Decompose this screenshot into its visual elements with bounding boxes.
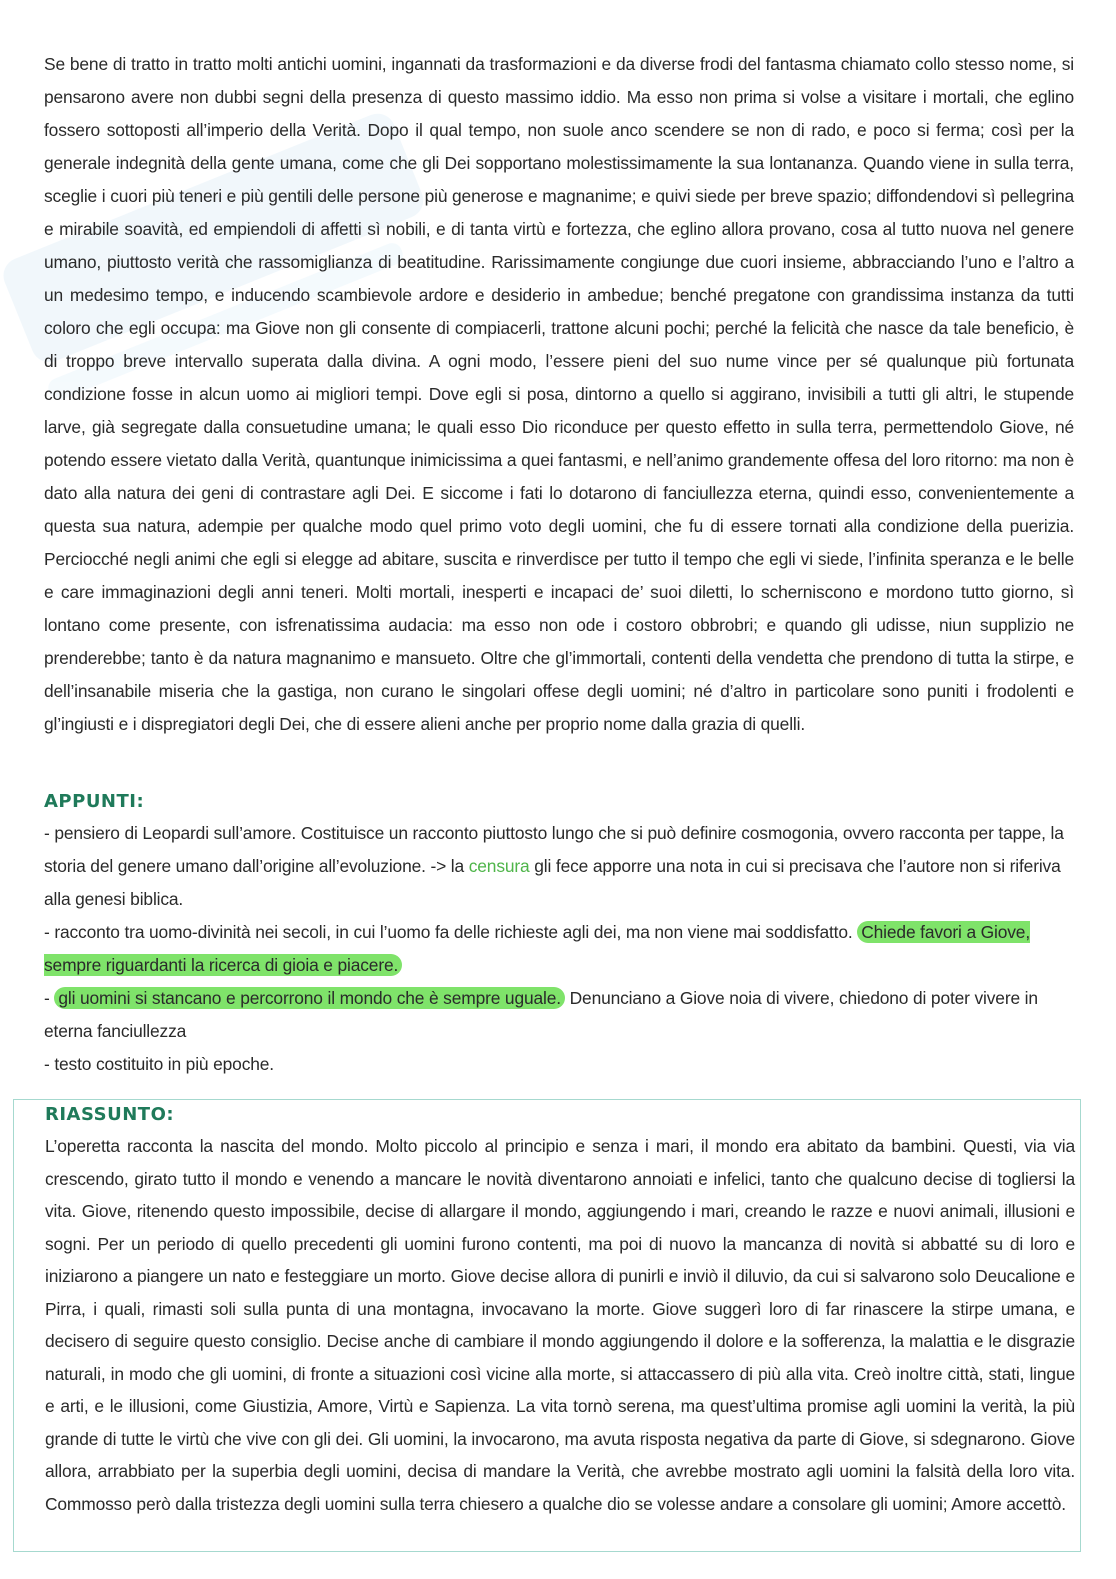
notes-title: APPUNTI: (44, 791, 145, 812)
note-text: gli fece apporre una nota in cui si precisava che l’autore non si riferiva alla genesi biblica. (44, 856, 1061, 909)
note-text: - racconto tra uomo-divinità nei secoli, in cui l’uomo fa delle richieste agli dei, ma non viene mai soddisfatto. (44, 922, 853, 942)
highlighted-text: Chiede favori a Giove, sempre riguardanti la ricerca di gioia e piacere. (44, 922, 1031, 975)
note-text: - (44, 988, 50, 1008)
main-text: Se bene di tratto in tratto molti antichi uomini, ingannati da trasformazioni e da diverse frodi del fantasma chiamato collo stesso nome, si pensarono avere non dubbi segni della presenza di questo massimo iddio. Ma esso non prima si volse a visitare i mortali, che eglino fossero sottoposti all’imperio della Verità. Dopo il qual tempo, non suole anco scendere se non di rado, e poco si ferma; così per la generale indegnità della gente umana, come che gli Dei sopportano molestissimamente la sua lontananza. Quando viene in sulla terra, sceglie i cuori più teneri e più gentili delle persone più generose e magnanime; e quivi siede per breve spazio; diffondendovi sì pellegrina e mirabile soavità, ed empiendoli di affetti sì nobili, e di tanta virtù e fortezza, che eglino allora provano, cosa al tutto nuova nel genere umano, piuttosto verità che rassomiglianza di beatitudine. Rarissimamente congiunge due cuori insieme, abbracciando l’uno e l’altro a un medesimo tempo, e inducendo scambievole ardore e desiderio in ambedue; benché pregatone con grandissima instanza da tutti coloro che egli occupa: ma Giove non gli consente di compiacerli, trattone alcuni pochi; perché la felicità che nasce da tale beneficio, è di troppo breve intervallo superata dalla divina. A ogni modo, l’essere pieni del suo nume vince per sé qualunque più fortunata condizione fosse in alcun uomo ai migliori tempi. Dove egli si posa, dintorno a quello si aggirano, invisibili a tutti gli altri, le stupende larve, già segregate dalla consuetudine umana; le quali esso Dio riconduce per questo effetto in sulla terra, permettendolo Giove, né potendo essere vietato dalla Verità, quantunque inimicissima a quei fantasmi, e nell’animo grandemente offesa del loro ritorno: ma non è dato alla natura dei geni di contrastare agli Dei. E siccome i fati lo dotarono di fanciullezza eterna, quindi esso, convenientemente a questa sua natura, adempie per qualche modo quel primo voto degli uomini, che fu di essere tornati alla condizione della puerizia. Perciocché negli animi che egli si elegge ad abitare, suscita e rinverdisce per tutto il tempo che egli vi siede, l’infinita speranza e le belle e care immaginazioni degli anni teneri. Molti mortali, inesperti e incapaci de’ suoi diletti, lo scherniscono e mordono tutto giorno, sì lontano come presente, con isfrenatissima audacia: ma esso non ode i costoro obbrobri; e quando gli udisse, niun supplizio ne prenderebbe; tanto è da natura magnanimo e mansueto. Oltre che gl’immortali, contenti della vendetta che prendono di tutta la stirpe, e dell’insanabile miseria che la gastiga, non curano le singolari offese degli uomini; né d’altro in particolare sono puniti i frodolenti e gl’ingiusti e i dispregiatori degli Dei, che di essere alieni anche per proprio nome dalla grazia di quelli. (44, 54, 1074, 734)
note-text: - pensiero di Leopardi sull’amore. Costituisce un racconto piuttosto lungo che si può definire cosmogonia, ovvero racconta per tappe, la storia del genere umano dall’origine all’evoluzione. -> la (44, 823, 1064, 876)
note-item (44, 817, 1074, 916)
page-content (44, 48, 1074, 1081)
note-text: Denunciano a Giove noia di vivere, chiedono di poter vivere in eterna fanciullezza (44, 988, 1038, 1041)
notes-section (44, 787, 1074, 1081)
highlighted-text: gli uomini si stancano e percorrono il mondo che è sempre uguale. (54, 987, 565, 1009)
note-item (44, 982, 1074, 1048)
summary-box (13, 1099, 1081, 1552)
note-item: - testo costituito in più epoche. (44, 1054, 274, 1074)
summary-title: RIASSUNTO: (45, 1104, 175, 1125)
summary-content (45, 1100, 1075, 1520)
censura-word: censura (468, 856, 530, 876)
summary-text: L’operetta racconta la nascita del mondo. Molto piccolo al principio e senza i mari, il mondo era abitato da bambini. Questi, via via crescendo, girato tutto il mondo e venendo a mancare le novità diventarono annoiati e infelici, tanto che qualcuno decise di togliersi la vita. Giove, ritenendo questo impossibile, decise di allargare il mondo, aggiungendo i mari, creando le razze e nuovi animali, illusioni e sogni. Per un periodo di quello precedenti gli uomini furono contenti, ma poi di nuovo la mancanza di novità si abbatté su di loro e iniziarono a piangere un nato e festeggiare un morto. Giove decise allora di punirli e inviò il diluvio, da cui si salvarono solo Deucalione e Pirra, i quali, rimasti soli sulla punta di una montagna, invocavano la morte. Giove suggerì loro di far rinascere la stirpe umana, e decisero di seguire questo consiglio. Decise anche di cambiare il mondo aggiungendo il dolore e la sofferenza, la malattia e le disgrazie naturali, in modo che gli uomini, di fronte a situazioni così vicine alla morte, si attaccassero di più alla vita. Creò inoltre città, stati, lingue e arti, e le illusioni, come Giustizia, Amore, Virtù e Sapienza. La vita tornò serena, ma quest’ultima promise agli uomini la verità, la più grande di tutte le virtù che vive con gli dei. Gli uomini, la invocarono, ma avuta risposta negativa da parte di Giove, si sdegnarono. Giove allora, arrabbiato per la superbia degli uomini, decisa di mandare la Verità, che avrebbe mostrato agli uomini la falsità della loro vita. Commosso però dalla tristezza degli uomini sulla terra chiesero a qualche dio se volesse andare a consolare gli uomini; Amore accettò. (45, 1136, 1075, 1514)
note-item (44, 916, 1074, 982)
